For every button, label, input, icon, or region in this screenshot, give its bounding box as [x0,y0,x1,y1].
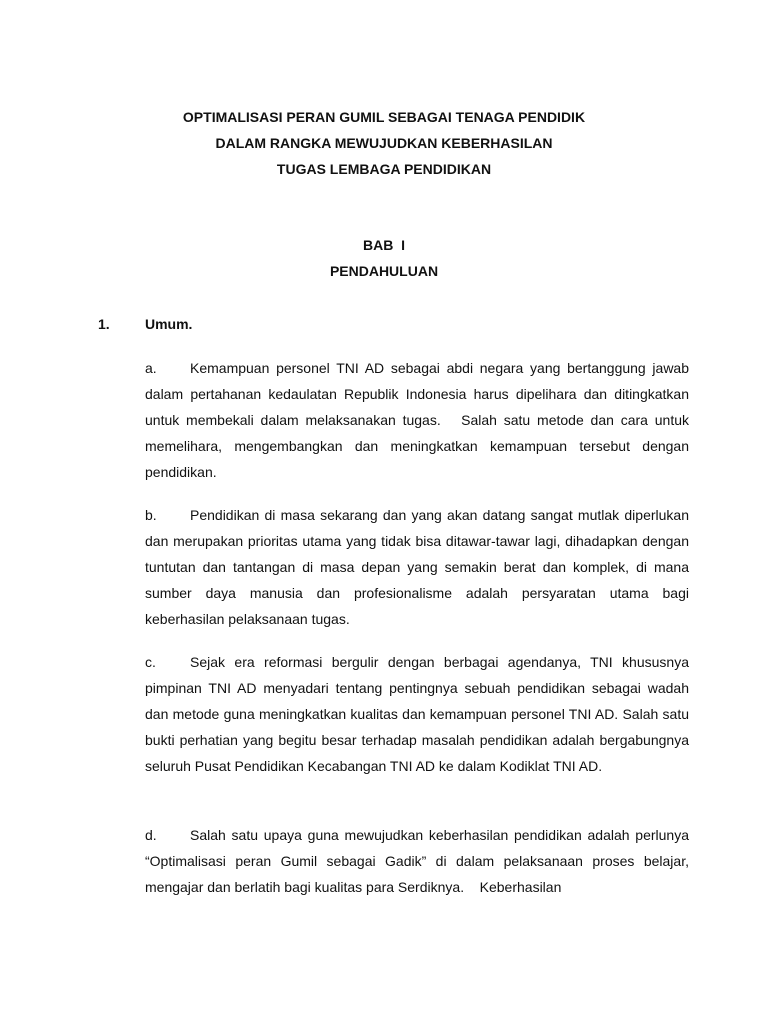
title-line-2: DALAM RANGKA MEWUJUDKAN KEBERHASILAN [215,135,553,151]
paragraph-text: Kemampuan personel TNI AD sebagai abdi negara yang bertanggung jawab dalam pertahanan kedaulatan Republik Indonesia harus dipelihara dan ditingkatkan untuk membekali dalam melaksanakan tugas. Salah satu metode dan cara untuk memelihara, mengembangkan dan meningkatkan kemampuan tersebut dengan pendidikan. [145,360,693,480]
paragraph-b [145,502,689,632]
paragraph-a [145,355,693,485]
paragraph-label: c. [145,654,156,670]
chapter-name: PENDAHULUAN [329,263,439,279]
section-heading: Umum. [145,316,193,332]
paragraph-text: Pendidikan di masa sekarang dan yang akan datang sangat mutlak diperlukan dan merupakan prioritas utama yang tidak bisa ditawar-tawar lagi, dihadapkan dengan tuntutan dan tantangan di masa depan yang semakin berat dan komplek, di mana sumber daya manusia dan profesionalisme adalah persyaratan utama bagi keberhasilan pelaksanaan tugas. [145,507,689,627]
section-number: 1. [98,316,110,332]
title-line-1: OPTIMALISASI PERAN GUMIL SEBAGAI TENAGA PENDIDIK [182,109,586,125]
document-title [0,104,768,182]
paragraph-text: Sejak era reformasi bergulir dengan berbagai agendanya, TNI khususnya pimpinan TNI AD menyadari tentang pentingnya sebuah pendidikan sebagai wadah dan metode guna meningkatkan kualitas dan kemampuan personel TNI AD. Salah satu bukti perhatian yang begitu besar terhadap masalah pendidikan adalah bergabungnya seluruh Pusat Pendidikan Kecabangan TNI AD ke dalam Kodiklat TNI AD. [145,654,689,774]
title-line-3: TUGAS LEMBAGA PENDIDIKAN [276,161,492,177]
paragraph-label: a. [145,360,157,376]
paragraph-d [145,822,693,900]
chapter-number: BAB I [363,237,405,253]
paragraph-label: d. [145,827,157,843]
paragraph-text: Salah satu upaya guna mewujudkan keberhasilan pendidikan adalah perlunya “Optimalisasi peran Gumil sebagai Gadik” di dalam pelaksanaan proses belajar, mengajar dan berlatih bagi kualitas para Serdiknya. Keberhasilan [145,827,693,895]
chapter-heading [0,232,768,284]
paragraph-label: b. [145,507,157,523]
paragraph-c [145,649,689,779]
